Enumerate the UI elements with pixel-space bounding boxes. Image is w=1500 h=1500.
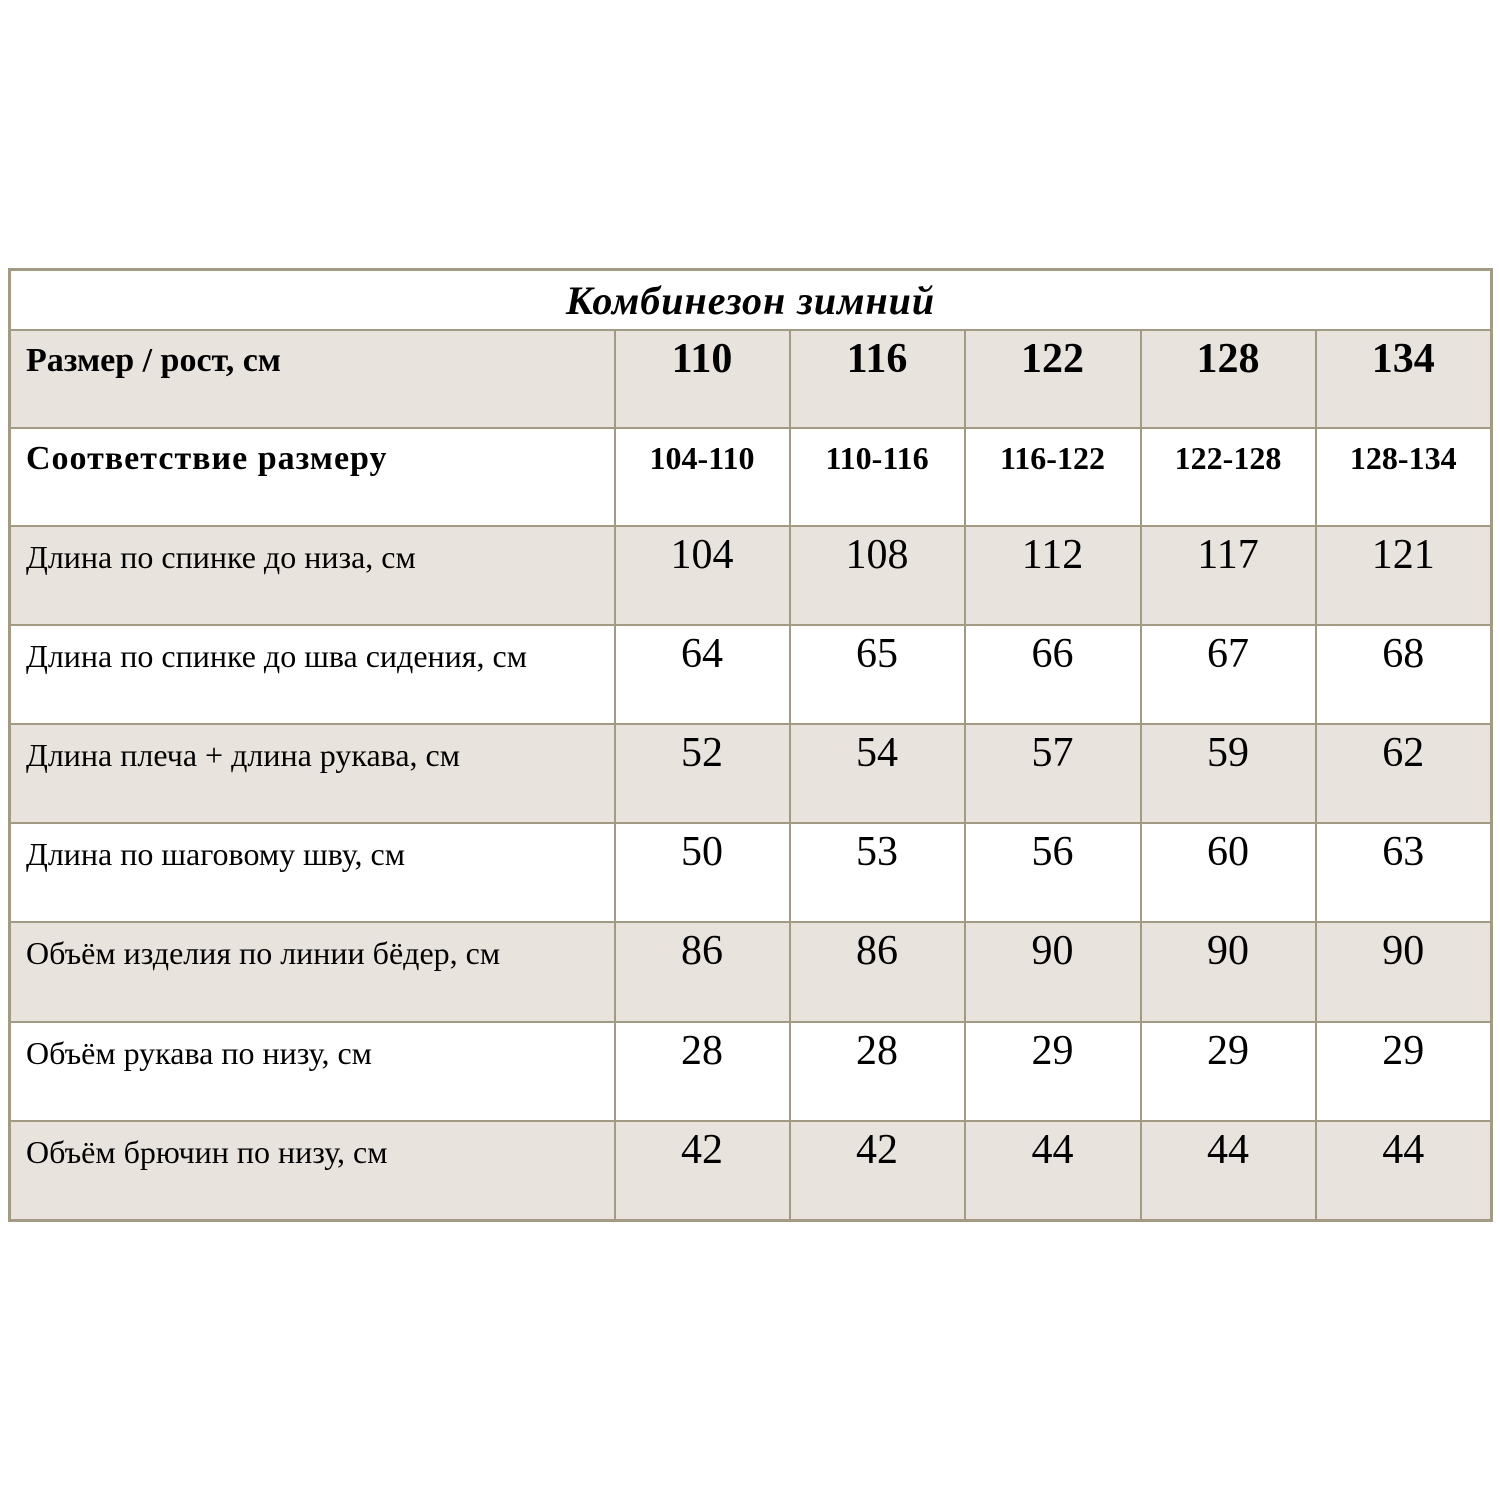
table-row bbox=[10, 724, 1492, 823]
table-cell: 90 bbox=[965, 922, 1141, 1022]
size-chart-table bbox=[8, 268, 1493, 1222]
table-cell: 86 bbox=[615, 922, 790, 1022]
table-cell: 108 bbox=[790, 526, 965, 625]
table-cell: 64 bbox=[615, 625, 790, 724]
size-header-row bbox=[10, 330, 1492, 428]
table-cell: 56 bbox=[965, 823, 1141, 922]
table-cell: 28 bbox=[790, 1022, 965, 1121]
size-value: 110 bbox=[615, 330, 790, 428]
table-row bbox=[10, 823, 1492, 922]
table-cell: 44 bbox=[1316, 1121, 1492, 1220]
correspondence-value: 104-110 bbox=[615, 428, 790, 526]
title-row bbox=[10, 270, 1492, 331]
table-cell: 117 bbox=[1141, 526, 1316, 625]
correspondence-label: Соответствие размеру bbox=[10, 428, 615, 526]
row-label: Длина по шаговому шву, см bbox=[10, 823, 615, 922]
table-cell: 86 bbox=[790, 922, 965, 1022]
table-cell: 28 bbox=[615, 1022, 790, 1121]
row-label: Объём брючин по низу, см bbox=[10, 1121, 615, 1220]
table-row bbox=[10, 922, 1492, 1022]
table-cell: 121 bbox=[1316, 526, 1492, 625]
row-label: Длина по спинке до шва сидения, см bbox=[10, 625, 615, 724]
table-cell: 59 bbox=[1141, 724, 1316, 823]
row-label: Объём рукава по низу, см bbox=[10, 1022, 615, 1121]
row-label: Длина по спинке до низа, см bbox=[10, 526, 615, 625]
table-cell: 29 bbox=[1316, 1022, 1492, 1121]
correspondence-value: 128-134 bbox=[1316, 428, 1492, 526]
row-label: Длина плеча + длина рукава, см bbox=[10, 724, 615, 823]
table-cell: 52 bbox=[615, 724, 790, 823]
table-cell: 62 bbox=[1316, 724, 1492, 823]
table-cell: 65 bbox=[790, 625, 965, 724]
table-cell: 44 bbox=[965, 1121, 1141, 1220]
table-cell: 63 bbox=[1316, 823, 1492, 922]
table-cell: 90 bbox=[1141, 922, 1316, 1022]
table-cell: 104 bbox=[615, 526, 790, 625]
size-value: 116 bbox=[790, 330, 965, 428]
table-title: Комбинезон зимний bbox=[10, 270, 1492, 331]
correspondence-row bbox=[10, 428, 1492, 526]
table-cell: 42 bbox=[790, 1121, 965, 1220]
table-cell: 60 bbox=[1141, 823, 1316, 922]
table-cell: 50 bbox=[615, 823, 790, 922]
table-cell: 90 bbox=[1316, 922, 1492, 1022]
table-cell: 29 bbox=[965, 1022, 1141, 1121]
table-cell: 29 bbox=[1141, 1022, 1316, 1121]
size-value: 122 bbox=[965, 330, 1141, 428]
correspondence-value: 122-128 bbox=[1141, 428, 1316, 526]
correspondence-value: 110-116 bbox=[790, 428, 965, 526]
table-row bbox=[10, 1121, 1492, 1220]
table-cell: 57 bbox=[965, 724, 1141, 823]
table-row bbox=[10, 625, 1492, 724]
size-value: 134 bbox=[1316, 330, 1492, 428]
table-cell: 53 bbox=[790, 823, 965, 922]
table-cell: 66 bbox=[965, 625, 1141, 724]
table-cell: 44 bbox=[1141, 1121, 1316, 1220]
size-height-label: Размер / рост, см bbox=[10, 330, 615, 428]
table-cell: 68 bbox=[1316, 625, 1492, 724]
row-label: Объём изделия по линии бёдер, см bbox=[10, 922, 615, 1022]
table-cell: 54 bbox=[790, 724, 965, 823]
table-row bbox=[10, 1022, 1492, 1121]
correspondence-value: 116-122 bbox=[965, 428, 1141, 526]
table-cell: 42 bbox=[615, 1121, 790, 1220]
table-cell: 112 bbox=[965, 526, 1141, 625]
table-row bbox=[10, 526, 1492, 625]
size-value: 128 bbox=[1141, 330, 1316, 428]
table-cell: 67 bbox=[1141, 625, 1316, 724]
